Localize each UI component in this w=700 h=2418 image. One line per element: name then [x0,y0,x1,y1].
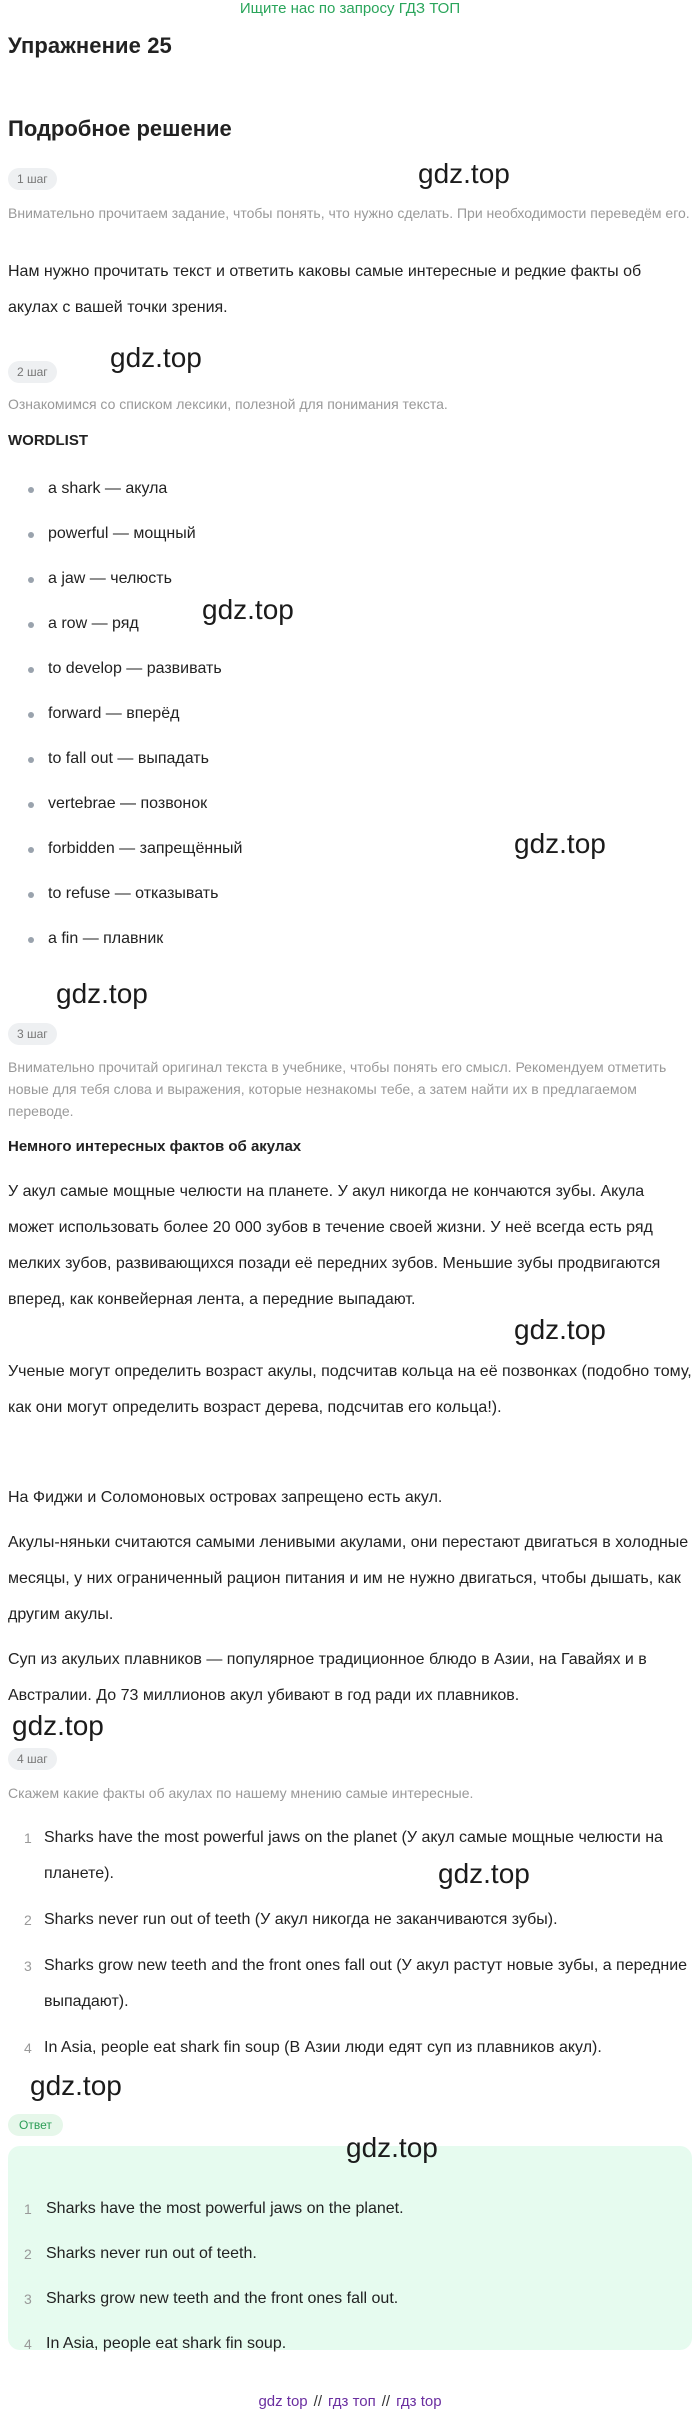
page-title: Упражнение 25 [8,33,172,58]
list-item: forward — вперёд [8,703,692,748]
step-2-hint: Ознакомимся со списком лексики, полезной для понимания текста. [8,396,448,412]
step-4-hint: Скажем какие факты об акулах по нашему мнению самые интересные. [8,1785,474,1801]
watermark: gdz.top [418,158,510,189]
watermark: gdz.top [438,1858,530,1889]
list-item: powerful — мощный [8,523,692,568]
list-item: vertebrae — позвонок [8,793,692,838]
footer-separator: // [381,2393,391,2410]
footer-link-gdz-top-ru[interactable]: гдз топ [328,2393,376,2410]
answer-badge: Ответ [8,2114,63,2136]
footer-links [0,2392,700,2412]
bullet-icon [28,937,34,943]
bullet-icon [28,712,34,718]
watermark: gdz.top [514,828,606,859]
list-item: 4 In Asia, people eat shark fin soup. [24,2335,287,2352]
paragraph: Акулы-няньки считаются самыми ленивыми акулами, они перестают двигаться в холодные месяцы, у них ограниченный рацион питания и им не нужно двигаться, чтобы дышать, как другим акулы. [8,1534,689,1623]
watermark: gdz.top [56,978,148,1009]
wordlist [8,478,692,973]
list-item: a row — ряд [8,613,692,658]
bullet-icon [28,802,34,808]
list-item: forbidden — запрещённый [8,838,692,883]
step-1-hint: Внимательно прочитаем задание, чтобы понять, что нужно сделать. При необходимости переведём его. [8,205,690,221]
footer-link-gdz-top-mixed[interactable]: гдз top [396,2393,442,2410]
paragraph: На Фиджи и Соломоновых островах запрещено есть акул. [8,1489,443,1506]
watermark: gdz.top [346,2132,438,2163]
watermark: gdz.top [514,1314,606,1345]
wordlist-heading: WORDLIST [8,432,88,449]
step-2-badge: 2 шаг [8,361,57,383]
watermark: gdz.top [30,2070,122,2101]
step-3-badge: 3 шаг [8,1023,57,1045]
facts-list [8,1820,692,2066]
section-title: Подробное решение [8,116,232,141]
bullet-icon [28,532,34,538]
list-item: 3 Sharks grow new teeth and the front ones fall out. [24,2290,399,2307]
bullet-icon [28,847,34,853]
watermark: gdz.top [12,1710,104,1741]
bullet-icon [28,577,34,583]
bullet-icon [28,892,34,898]
paragraph: Ученые могут определить возраст акулы, подсчитав кольца на её позвонках (подобно тому, как они могут определить возраст дерева, подсчитав его кольца!). [8,1363,692,1416]
footer-separator: // [313,2393,322,2410]
list-item: to fall out — выпадать [8,748,692,793]
search-banner: Ищите нас по запросу ГДЗ ТОП [239,0,461,17]
list-item: 2 Sharks never run out of teeth (У акул никогда не заканчиваются зубы). [24,1911,558,1928]
list-item: to develop — развивать [8,658,692,703]
list-item: to refuse — отказывать [8,883,692,928]
list-item: 4 In Asia, people eat shark fin soup (В Азии люди едят суп из плавников акул). [24,2039,602,2056]
paragraph: У акул самые мощные челюсти на планете. У акул никогда не кончаются зубы. Акула может использовать более 20 000 зубов в течение своей жизни. У неё всегда есть ряд мелких зубов, развивающихся позади её передних зубов. Меньшие зубы продвигаются вперед, как конвейерная лента, а передние выпадают. [8,1183,661,1308]
list-item: 2 Sharks never run out of teeth. [24,2245,257,2262]
list-item: a shark — акула [8,478,692,523]
list-item: a jaw — челюсть [8,568,692,613]
step-4-badge: 4 шаг [8,1748,57,1770]
list-item: 1 Sharks have the most powerful jaws on the planet (У акул самые мощные челюсти на планете). [24,1829,663,1882]
watermark: gdz.top [202,594,294,625]
step-1-text: Нам нужно прочитать текст и ответить каковы самые интересные и редкие факты об акулах с вашей точки зрения. [8,263,642,316]
bullet-icon [28,487,34,493]
text-heading: Немного интересных фактов об акулах [8,1138,302,1155]
step-3-hint: Внимательно прочитай оригинал текста в учебнике, чтобы понять его смысл. Рекомендуем отметить новые для тебя слова и выражения, которые незнакомы тебе, а затем найти их в предлагаемом переводе. [8,1059,667,1119]
footer-link-gdz-top[interactable]: gdz top [258,2393,308,2410]
paragraph: Суп из акульих плавников — популярное традиционное блюдо в Азии, на Гавайях и в Австралии. До 73 миллионов акул убивают в год ради их плавников. [8,1651,647,1704]
bullet-icon [28,622,34,628]
list-item: 3 Sharks grow new teeth and the front ones fall out (У акул растут новые зубы, а передние выпадают). [24,1957,688,2010]
bullet-icon [28,667,34,673]
list-item: 1 Sharks have the most powerful jaws on the planet. [24,2200,404,2217]
watermark: gdz.top [110,342,202,373]
bullet-icon [28,757,34,763]
answer-box [8,2146,692,2350]
list-item: a fin — плавник [8,928,692,973]
step-1-badge: 1 шаг [8,168,57,190]
